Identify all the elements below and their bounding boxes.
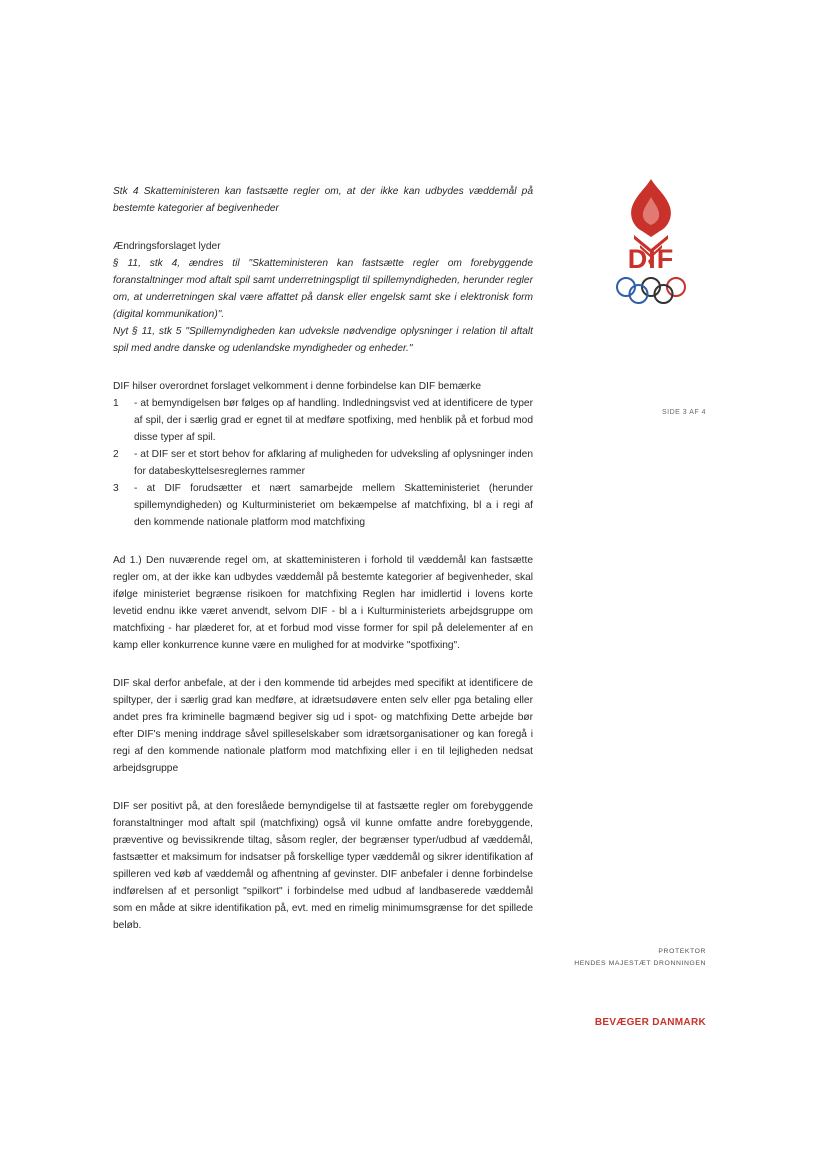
list-item-text: - at DIF forudsætter et nært samarbejde mellem Skatteministeriet (herunder spillemyndigheden) og Kulturministeriet om bekæmpelse af matchfixing, bl a i regi af den kommende nationale platform mod matchfixing — [134, 483, 533, 528]
list-item — [113, 446, 533, 480]
list-item-number: 2 — [113, 449, 119, 460]
list-item — [113, 395, 533, 446]
remarks-list — [113, 395, 533, 531]
list-item-number: 3 — [113, 483, 119, 494]
paragraph-dif-intro: DIF hilser overordnet forslaget velkomment i denne forbindelse kan DIF bemærke — [113, 381, 482, 392]
list-item-text: - at DIF ser et stort behov for afklaring af muligheden for udveksling af oplysninger inden for databeskyttelsesreglernes rammer — [134, 449, 533, 477]
list-item-number: 1 — [113, 398, 119, 409]
paragraph-recommendation: DIF skal derfor anbefale, at der i den kommende tid arbejdes med specifikt at identificere de spiltyper, der i særlig grad kan medføre, at idrætsudøvere enten selv eller pga betaling eller andet pres fra kriminelle bagmænd begiver sig ud i spot- og matchfixing Dette arbejde bør efter DIF's mening inddrage såvel spilleselskaber som idrætsorganisationer og kan foregå i regi af den kommende nationale platform mod matchfixing eller i en til lejligheden nedsat arbejdsgruppe — [113, 678, 533, 774]
protektor-line: PROTEKTOR — [658, 948, 706, 955]
paragraph-stk4: Stk 4 Skatteministeren kan fastsætte regler om, at der ikke kan udbydes væddemål på bestemte kategorier af begivenheder — [113, 186, 533, 214]
olympic-rings-icon — [613, 276, 689, 304]
paragraph-ad1: Ad 1.) Den nuværende regel om, at skatteministeren i forhold til væddemål kan fastsætte regler om, at der ikke kan udbydes væddemål på bestemte kategorier af begivenheder, skal ifølge ministeriet begrænse risikoen for matchfixing Reglen har imidlertid i lovens korte levetid endnu ikke været anvendt, selvom DIF - bl a i Kulturministeriets arbejdsgruppe om matchfixing - har plæderet for, at et forbud mod visse former for spil på delelementer af en kamp eller konkurrence kunne være en mulighed for at modvirke "spotfixing". — [113, 555, 533, 651]
protektor-note — [540, 946, 706, 970]
paragraph-positive: DIF ser positivt på, at den foreslåede bemyndigelse til at fastsætte regler om forebyggende foranstaltninger mod aftalt spil (matchfixing) også vil kunne omfatte andre forebyggende, præventive og bevissikrende tiltag, såsom regler, der begrænser typer/udbud af væddemål, fastsætter et maksimum for indsatser på forskellige typer væddemål og sikrer identifikation af spilleren ved køb af væddemål og afhentning af gevinster. DIF anbefaler i denne forbindelse indførelsen af et personligt "spilkort" i forbindelse med udbud af landbaserede væddemål som en måde at sikre identifikation på, evt. med en rimelig minimumsgrænse for det spillede beløb. — [113, 801, 533, 931]
paragraph-stk4-amendment: § 11, stk 4, ændres til "Skatteministeren kan fastsætte regler om forebyggende foranstaltninger mod aftalt spil samt underretningspligt til spillemyndigheden, herunder regler om, at underretningen skal være affattet på dansk eller engelsk samt ske i elektronisk form (digital kommunikation)". — [113, 258, 533, 320]
list-item — [113, 480, 533, 531]
paragraph-stk5-new: Nyt § 11, stk 5 "Spillemyndigheden kan udveksle nødvendige oplysninger i relation til aftalt spil med andre danske og udenlandske myndigheder og enheder." — [113, 326, 533, 354]
brand-tagline: BEVÆGER DANMARK — [594, 1017, 706, 1028]
paragraph-amendment-heading: Ændringsforslaget lyder — [113, 241, 221, 252]
protektor-line: HENDES MAJESTÆT DRONNINGEN — [574, 960, 706, 967]
list-item-text: - at bemyndigelsen bør følges op af handling. Indledningsvist ved at identificere de typer af spil, der i særlig grad er egnet til at medføre spotfixing, med henblik på et forbud mod disse typer af spil. — [134, 398, 533, 443]
logo-dif-text: DIF — [627, 244, 675, 274]
page-number: SIDE 3 AF 4 — [661, 409, 706, 416]
letter-body — [113, 183, 533, 934]
